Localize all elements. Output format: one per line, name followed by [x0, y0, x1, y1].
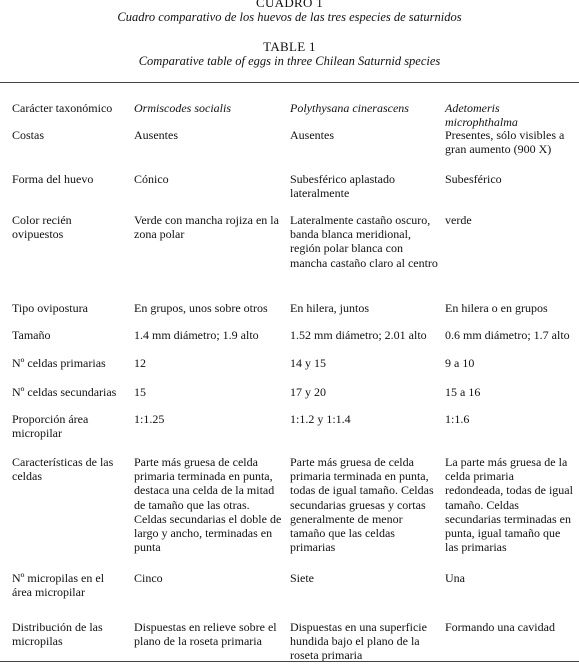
- table-cell: 12: [134, 356, 146, 370]
- table-cell: En hilera, juntos: [290, 301, 369, 315]
- spanish-title-block: [0, 0, 579, 24]
- table-cell: 14 y 15: [290, 356, 326, 370]
- table-cell: Parte más gruesa de celda primaria terminada en punta, destaca una celda de la mitad de tamaño que las otras. Celdas secundarias el doble de largo y ancho, terminadas en punta: [134, 455, 282, 555]
- row-label-cell: Nº celdas primarias: [12, 356, 106, 370]
- header-cell-species-1: Ormiscodes socialis: [134, 101, 231, 115]
- table-cell: Subesférico: [445, 172, 502, 186]
- row-label-cell: Tamaño: [12, 328, 51, 342]
- table-cell: Presentes, sólo visibles a gran aumento (900 X): [445, 128, 565, 157]
- table-top-rule: [0, 82, 579, 83]
- table-cell: Ausentes: [134, 128, 178, 142]
- table-cell: 1.52 mm diámetro; 2.01 alto: [290, 328, 427, 342]
- table-cell: 1:1.25: [134, 412, 165, 426]
- table-cell: Verde con mancha rojiza en la zona polar: [134, 213, 279, 242]
- row-label-cell: Costas: [12, 128, 45, 142]
- english-title-block: [0, 40, 579, 68]
- english-table-caption: Comparative table of eggs in three Chilean Saturnid species: [138, 54, 441, 68]
- table-cell: En grupos, unos sobre otros: [134, 301, 268, 315]
- table-cell: Cónico: [134, 172, 169, 186]
- spanish-table-caption: Cuadro comparativo de los huevos de las tres especies de saturnidos: [117, 10, 462, 24]
- table-cell: Lateralmente castaño oscuro, banda blanca meridional, región polar blanca con mancha castaño claro al centro: [290, 213, 438, 270]
- table-cell: Subesférico aplastado lateralmente: [290, 172, 395, 201]
- table-cell: Dispuestas en una superficie hundida bajo el plano de la roseta primaria: [290, 620, 427, 663]
- table-cell: verde: [445, 213, 472, 227]
- table-cell: La parte más gruesa de la celda primaria redondeada, todas de igual tamaño. Celdas secundarias terminadas en punta, igual tamaño que las primarias: [445, 455, 573, 555]
- header-cell-species-2: Polythysana cinerascens: [290, 101, 409, 115]
- table-cell: Parte más gruesa de celda primaria terminada en punta, todas de igual tamaño. Celdas secundarias gruesas y cortas generalmente de menor tamaño que las celdas primarias: [290, 455, 434, 555]
- table-cell: Una: [445, 571, 465, 585]
- header-cell-species-3: Adetomeris microphthalma: [445, 101, 518, 130]
- table-cell: 15 a 16: [445, 385, 481, 399]
- table-cell: Ausentes: [290, 128, 334, 142]
- english-table-label: TABLE 1: [263, 39, 316, 54]
- table-cell: 17 y 20: [290, 385, 326, 399]
- table-cell: 1:1.2 y 1:1.4: [290, 412, 351, 426]
- table-cell: Dispuestas en relieve sobre el plano de la roseta primaria: [134, 620, 277, 649]
- header-cell-character: Carácter taxonómico: [12, 101, 113, 115]
- row-label-cell: Distribución de las micropilas: [12, 620, 103, 649]
- table-cell: 1:1.6: [445, 412, 470, 426]
- row-label-cell: Nº celdas secundarias: [12, 385, 117, 399]
- row-label-cell: Tipo ovipostura: [12, 301, 88, 315]
- row-label-cell: Color recién ovipuestos: [12, 213, 72, 242]
- spanish-table-label: CUADRO 1: [255, 0, 324, 10]
- table-cell: 1.4 mm diámetro; 1.9 alto: [134, 328, 259, 342]
- row-label-cell: Forma del huevo: [12, 172, 94, 186]
- table-bottom-rule: [0, 661, 579, 662]
- row-label-cell: Características de las celdas: [12, 455, 114, 484]
- table-cell: 9 a 10: [445, 356, 475, 370]
- table-cell: En hilera o en grupos: [445, 301, 548, 315]
- row-label-cell: Nº micropilas en el área micropilar: [12, 571, 105, 600]
- table-cell: 0.6 mm diámetro; 1.7 alto: [445, 328, 570, 342]
- table-cell: Formando una cavidad: [445, 620, 555, 634]
- table-cell: Cinco: [134, 571, 163, 585]
- row-label-cell: Proporción área micropilar: [12, 412, 89, 441]
- table-cell: Siete: [290, 571, 314, 585]
- table-cell: 15: [134, 385, 146, 399]
